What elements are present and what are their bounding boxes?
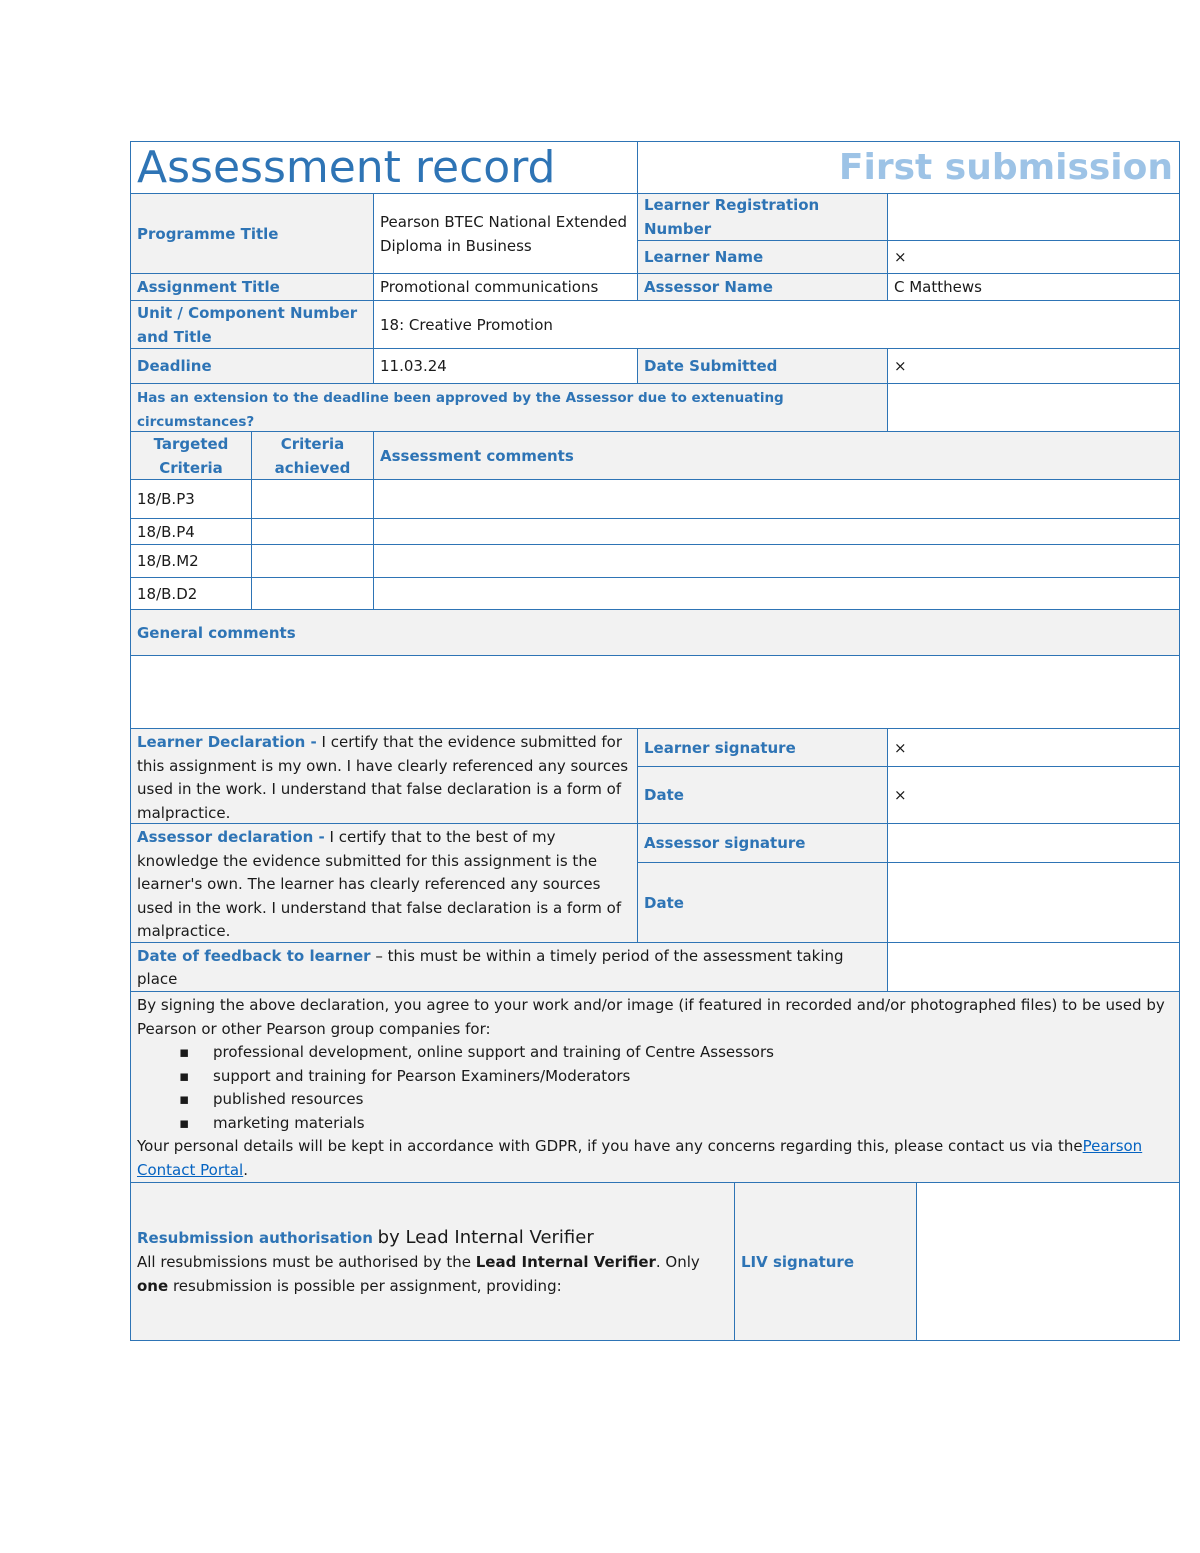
assessor-signature-label: Assessor signature [637,823,888,863]
criteria-achieved-header: Criteria achieved [251,431,374,480]
date-submitted-value[interactable]: × [887,348,1180,384]
liv-signature-value[interactable] [916,1182,1180,1341]
criteria-row-3-comment[interactable] [373,544,1180,578]
assignment-title-value[interactable]: Promotional communications [373,273,638,301]
submission-type: First submission [637,141,1180,194]
feedback-date-text: – this must be within a timely period of the assessment taking place [137,947,844,988]
feedback-date-label: Date of feedback to learner [137,947,371,965]
criteria-row-2-comment[interactable] [373,518,1180,545]
resubmission-text-3: resubmission is possible per assignment, providing: [172,1276,562,1295]
unit-value[interactable]: 18: Creative Promotion [373,300,1180,349]
consent-item: ▪ professional development, online support and training of Centre Assessors [213,1041,1173,1065]
criteria-row-1-code: 18/B.P3 [130,479,252,519]
resubmission-text-2: . Only [655,1252,700,1271]
programme-title-label: Programme Title [130,193,374,274]
date-submitted-label: Date Submitted [637,348,888,384]
resubmission-bold-1: Lead Internal Verifier [475,1252,656,1271]
learner-declaration [130,728,638,824]
gdpr-end: . [243,1160,249,1179]
criteria-row-4-achieved[interactable] [251,577,374,610]
deadline-value[interactable]: 11.03.24 [373,348,638,384]
learner-declaration-label: Learner Declaration - [137,733,317,751]
consent-item: ▪ support and training for Pearson Examiners/Moderators [213,1065,1173,1089]
criteria-row-1-achieved[interactable] [251,479,374,519]
criteria-row-3-achieved[interactable] [251,544,374,578]
extension-value[interactable] [887,383,1180,432]
feedback-date-value[interactable] [887,942,1180,992]
criteria-row-3-code: 18/B.M2 [130,544,252,578]
deadline-label: Deadline [130,348,374,384]
assignment-title-label: Assignment Title [130,273,374,301]
consent-notice [130,991,1180,1183]
assessor-declaration-label: Assessor declaration - [137,828,325,846]
general-comments-label: General comments [130,609,1180,656]
criteria-row-4-comment[interactable] [373,577,1180,610]
gdpr-text: Your personal details will be kept in accordance with GDPR, if you have any concerns regarding this, please contact us via the [137,1137,1083,1155]
consent-intro: By signing the above declaration, you agree to your work and/or image (if featured in recorded and/or photographed files) to be used by Pearson or other Pearson group companies for: [137,996,1165,1038]
learner-registration-label: Learner Registration Number [637,193,888,241]
resubmission-authorisation [130,1182,735,1341]
page-title: Assessment record [130,141,638,194]
programme-title-value[interactable]: Pearson BTEC National Extended Diploma in Business [373,193,638,274]
resubmission-label: Resubmission authorisation [137,1228,373,1247]
learner-name-label: Learner Name [637,240,888,274]
criteria-row-2-code: 18/B.P4 [130,518,252,545]
consent-item: ▪ published resources [213,1088,1173,1112]
learner-name-value[interactable]: × [887,240,1180,274]
learner-registration-value[interactable] [887,193,1180,241]
learner-date-value[interactable]: × [887,766,1180,824]
assessor-declaration-text: I certify that to the best of my knowledge the evidence submitted for this assignment is the learner's own. The learner has clearly referenced any sources used in the work. I understand that false declaration is a form of malpractice. [137,828,622,940]
feedback-date [130,942,888,992]
learner-date-label: Date [637,766,888,824]
assessor-date-value[interactable] [887,862,1180,943]
assessor-signature-value[interactable] [887,823,1180,863]
criteria-row-2-achieved[interactable] [251,518,374,545]
targeted-criteria-header: Targeted Criteria [130,431,252,480]
criteria-row-1-comment[interactable] [373,479,1180,519]
consent-list [137,1041,1173,1135]
assessment-comments-header: Assessment comments [373,431,1180,480]
unit-label: Unit / Component Number and Title [130,300,374,349]
criteria-row-4-code: 18/B.D2 [130,577,252,610]
learner-signature-label: Learner signature [637,728,888,767]
resubmission-text-1: All resubmissions must be authorised by the [137,1252,471,1271]
pearson-contact-portal-link[interactable]: Pearson Contact Portal [137,1137,1143,1179]
assessor-name-label: Assessor Name [637,273,888,301]
assessor-date-label: Date [637,862,888,943]
learner-signature-value[interactable]: × [887,728,1180,767]
consent-item: ▪ marketing materials [213,1112,1173,1136]
resubmission-bold-2: one [137,1276,169,1295]
general-comments-value[interactable] [130,655,1180,729]
extension-question: Has an extension to the deadline been approved by the Assessor due to extenuating circumstances? [130,383,888,432]
learner-declaration-text: I certify that the evidence submitted for this assignment is my own. I have clearly referenced any sources used in the work. I understand that false declaration is a form of malpractice. [137,733,629,822]
gdpr-notice [137,1135,1173,1182]
resubmission-suffix: by Lead Internal Verifier [377,1226,594,1248]
liv-signature-label: LIV signature [734,1182,917,1341]
assessor-declaration [130,823,638,943]
assessor-name-value[interactable]: C Matthews [887,273,1180,301]
